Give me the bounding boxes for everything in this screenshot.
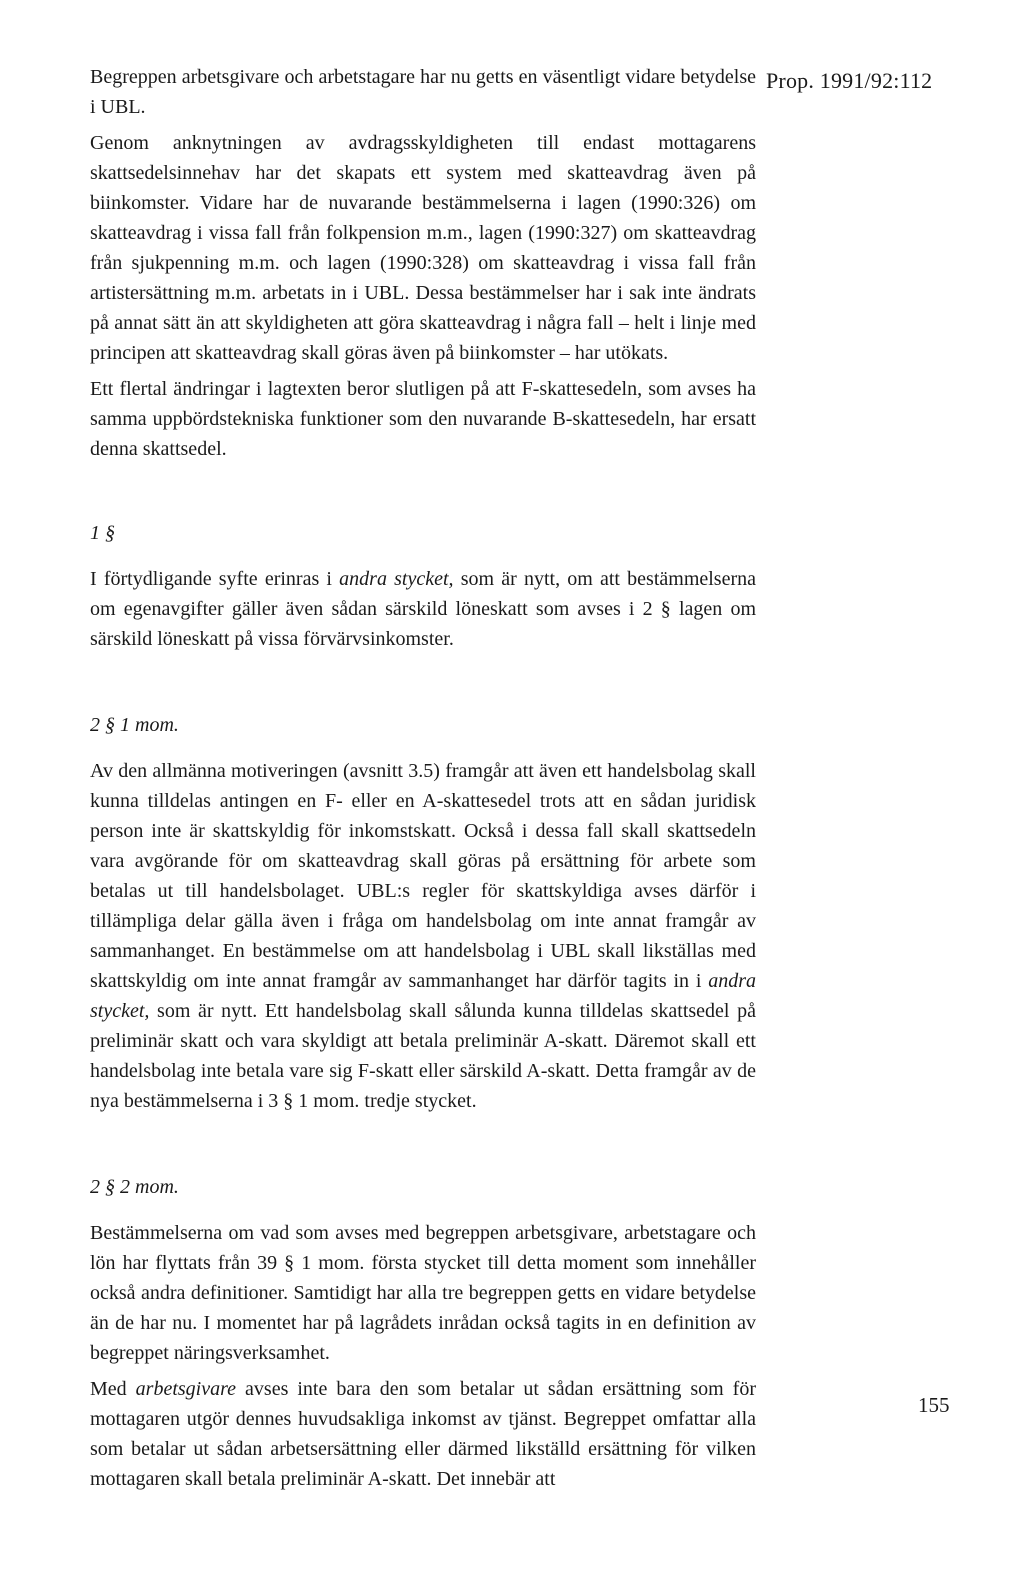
section-3-emphasis: arbetsgivare — [135, 1378, 237, 1400]
section-3-paragraph-2 — [90, 1374, 756, 1494]
section-1-emphasis: andra stycket, — [339, 568, 454, 590]
section-heading-3: 2 § 2 mom. — [90, 1176, 179, 1198]
body-text — [90, 62, 756, 1500]
intro-paragraph-1: Begreppen arbetsgivare och arbetstagare har nu getts en väsentligt vidare betydelse i UBL. — [90, 66, 756, 118]
section-2-text-a: Av den allmänna motiveringen (avsnitt 3.5) framgår att även ett handelsbolag skall kunna tilldelas antingen en F- eller en A-skattesedel trots att en sådan juridisk person inte är skattskyldig för inkomstskatt. Också i dessa fall skall skattsedeln vara avgörande för om skatteavdrag skall göras på ersättning för arbete som betalas ut till handelsbolaget. UBL:s regler för skattskyldiga avses därför i tillämpliga delar gälla även i fråga om handelsbolag om inte annat framgår av sammanhanget. En bestämmelse om att handelsbolag i UBL skall likställas med skattskyldig om inte annat framgår av sammanhanget har därför tagits in i — [90, 760, 756, 992]
section-heading-1: 1 § — [90, 522, 115, 544]
section-3-text-a: Med — [90, 1378, 136, 1400]
section-1-text-b: som är nytt, om att bestämmelserna om egenavgifter gäller även sådan särskild löneskatt som avses i 2 § lagen om särskild löneskatt på vissa förvärvsinkomster. — [90, 568, 757, 650]
intro-paragraph-3: Ett flertal ändringar i lagtexten beror slutligen på att F-skattesedeln, som avses ha samma uppbördstekniska funktioner som den nuvarande B-skattesedeln, har ersatt denna skattsedel. — [90, 378, 756, 460]
section-1-text-a: I förtydligande syfte erinras i — [90, 568, 340, 590]
section-2-text-b: som är nytt. Ett handelsbolag skall sålunda kunna tilldelas skattsedel på preliminär skatt och vara skyldigt att betala preliminär A-skatt. Däremot skall ett handelsbolag inte betala vare sig F-skatt eller särskild A-skatt. Detta framgår av de nya bestämmelserna i 3 § 1 mom. tredje stycket. — [90, 1000, 756, 1112]
section-3-text-b: avses inte bara den som betalar ut sådan ersättning som för mottagaren utgör dennes huvudsakliga inkomst av tjänst. Begreppet omfattar alla som betalar ut sådan arbetsersättning eller därmed likställd ersättning för vilken mottagaren skall betala preliminär A-skatt. Det innebär att — [90, 1378, 756, 1490]
section-2-paragraph — [90, 756, 756, 1116]
section-2-emphasis: andra stycket, — [90, 970, 756, 1022]
section-1-paragraph — [90, 564, 756, 654]
section-3-paragraph-1: Bestämmelserna om vad som avses med begreppen arbetsgivare, arbetstagare och lön har flyttats från 39 § 1 mom. första stycket till detta moment som innehåller också andra definitioner. Samtidigt har alla tre begreppen getts en vidare betydelse än de har nu. I momentet har på lagrådets inrådan också tagits in en definition av begreppet näringsverksamhet. — [90, 1222, 756, 1364]
intro-paragraph-2: Genom anknytningen av avdragsskyldigheten till endast mottagarens skattsedelsinnehav har det skapats ett system med skatteavdrag även på biinkomster. Vidare har de nuvarande bestämmelserna i lagen (1990:326) om skatteavdrag i vissa fall från folkpension m.m., lagen (1990:327) om skatteavdrag från sjukpenning m.m. och lagen (1990:328) om skatteavdrag i vissa fall från artistersättning m.m. arbetats in i UBL. Dessa bestämmelser har i sak inte ändrats på annat sätt än att skyldigheten att göra skatteavdrag i några fall – helt i linje med principen att skatteavdrag skall göras även på biinkomster – har utökats. — [90, 132, 756, 364]
document-reference: Prop. 1991/92:112 — [766, 68, 933, 93]
section-heading-2: 2 § 1 mom. — [90, 714, 179, 736]
page-number: 155 — [918, 1393, 950, 1417]
